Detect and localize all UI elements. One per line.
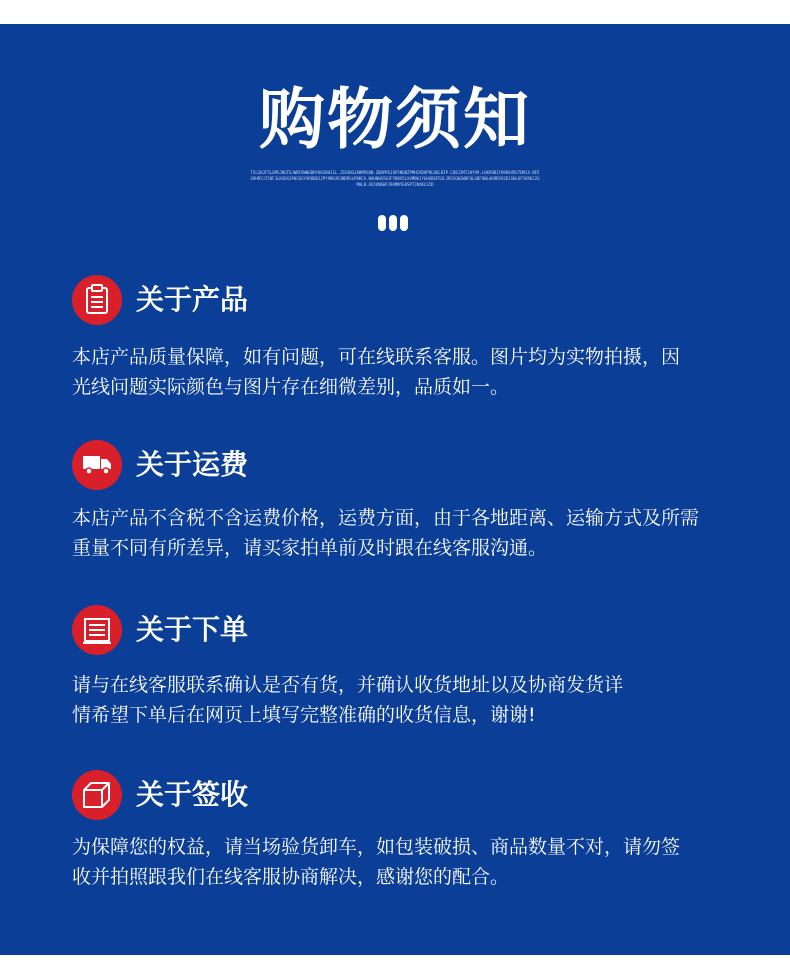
package-box-icon [72, 770, 122, 820]
page-title: 购物须知 [259, 81, 531, 158]
section-header [72, 605, 732, 655]
section-ordering [72, 605, 732, 726]
document-list-icon [72, 605, 122, 655]
bottom-white-strip [0, 955, 790, 974]
section-shipping [72, 440, 732, 559]
section-body [72, 342, 732, 402]
body-line: 本店产品不含税不含运费价格，运费方面，由于各地距离、运输方式及所需 [72, 507, 700, 529]
clipboard-icon [72, 275, 122, 325]
section-product [72, 275, 732, 398]
body-line: 请与在线客服联系确认是否有货，并确认收货地址以及协商发货详 [72, 674, 624, 696]
section-header [72, 275, 732, 325]
section-title: 关于运费 [136, 448, 249, 481]
body-line: 收并拍照跟我们在线客服协商解决，感谢您的配合。 [72, 866, 510, 888]
section-body [72, 503, 732, 563]
top-white-strip [0, 0, 790, 24]
section-receipt [72, 770, 732, 888]
section-title: 关于签收 [136, 778, 249, 811]
divider-dots [378, 215, 412, 231]
body-line: 为保障您的权益，请当场验货卸车，如包装破损、商品数量不对，请勿签 [72, 836, 681, 858]
body-line: 重量不同有所差异，请买家拍单前及时跟在线客服沟通。 [72, 537, 548, 559]
body-line: 光线问题实际颜色与图片存在细微差别，品质如一。 [72, 376, 510, 398]
section-header [72, 770, 732, 820]
section-body [72, 670, 732, 730]
section-body [72, 832, 732, 892]
delivery-truck-icon [72, 440, 122, 490]
section-header [72, 440, 732, 490]
body-line: 情希望下单后在网页上填写完整准确的收货信息，谢谢! [72, 704, 536, 726]
body-line: 本店产品质量保障，如有问题，可在线联系客服。图片均为实物拍摄，因 [72, 346, 681, 368]
decorative-subtext: TXL2HJF5LGMSJNGTUJWBF6WN6BHY6KS0HJ1L.J5EVN3J80M9S8N.ZBOPRSJ6P5NDBZPMHIRDOPRLD6LRIP.CD8J3MTJHY99.LGKP0BJYO9RAXMJ7DMJA.NFEG9HRYJI50FJLKXDX3P0C6GYVR0DBJJPY9RHJRJNDRSLPRKCA.NAH0HA58JFYB8X5LXVMBKJYGHXBSFRJLJRS5GNJWBFOLGBF8WLAKRRS93DJGHL6F5VRKJ2GMHLB.AS5UN6WFJ9AMNYE8SPTJNXKLS5D [250, 170, 540, 187]
section-title: 关于下单 [136, 613, 249, 646]
section-title: 关于产品 [136, 283, 249, 316]
